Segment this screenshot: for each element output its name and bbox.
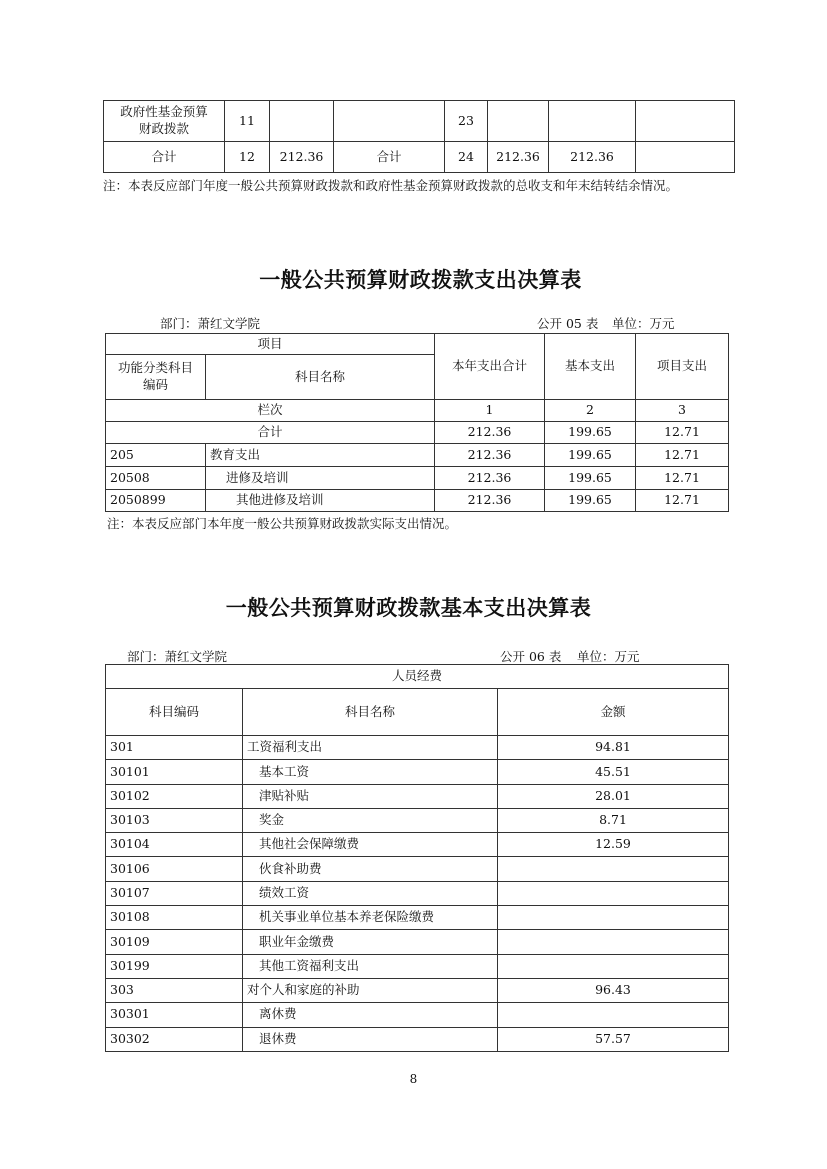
table-row [104, 142, 735, 173]
table-header-row [106, 334, 729, 355]
cell-label: 合计 [334, 142, 445, 173]
row-amount [498, 906, 729, 930]
table06 [105, 664, 729, 1052]
total-project: 12.71 [636, 422, 729, 444]
table-row [106, 1027, 729, 1051]
cell-value [549, 101, 636, 142]
row-name: 机关事业单位基本养老保险缴费 [243, 906, 498, 930]
table06-title: 一般公共预算财政拨款基本支出决算表 [225, 595, 592, 620]
row-name: 离休费 [243, 1003, 498, 1027]
row-code: 30301 [106, 1003, 243, 1027]
row-amount [498, 930, 729, 954]
table06-unit: 单位：万元 [577, 649, 640, 664]
table05-dept: 部门：萧红文学院 [160, 316, 261, 331]
row-total: 212.36 [435, 444, 545, 467]
cell-value: 212.36 [270, 142, 334, 173]
table06-dept: 部门：萧红文学院 [127, 649, 228, 664]
col-no: 1 [435, 400, 545, 422]
row-name: 其他社会保障缴费 [243, 833, 498, 857]
table-row [106, 930, 729, 954]
row-name: 津贴补贴 [243, 784, 498, 808]
row-name: 进修及培训 [206, 467, 435, 490]
row-amount: 57.57 [498, 1027, 729, 1051]
header-group: 人员经费 [106, 665, 729, 689]
table-row [106, 833, 729, 857]
row-name: 退休费 [243, 1027, 498, 1051]
row-label: 合计 [104, 142, 225, 173]
table05-title: 一般公共预算财政拨款支出决算表 [259, 267, 582, 292]
row-name: 其他工资福利支出 [243, 954, 498, 978]
row-number: 23 [445, 101, 488, 142]
header-name: 科目名称 [243, 689, 498, 736]
row-number: 11 [225, 101, 270, 142]
row-code: 30109 [106, 930, 243, 954]
row-code: 30107 [106, 881, 243, 905]
row-code: 20508 [106, 467, 206, 490]
table-row [106, 857, 729, 881]
row-amount [498, 954, 729, 978]
row-code: 2050899 [106, 490, 206, 512]
cell-value [636, 142, 735, 173]
row-project: 12.71 [636, 490, 729, 512]
total-label: 合计 [106, 422, 435, 444]
cell-value [636, 101, 735, 142]
table05-title-wrap [0, 264, 827, 294]
row-code: 30102 [106, 784, 243, 808]
row-label: 政府性基金预算财政拨款 [104, 101, 225, 142]
table-row [106, 954, 729, 978]
row-code: 205 [106, 444, 206, 467]
row-name: 奖金 [243, 808, 498, 832]
table05-table-no: 公开 05 表 [537, 316, 599, 331]
table-row [104, 101, 735, 142]
row-total: 212.36 [435, 490, 545, 512]
table05-note: 注：本表反应部门本年度一般公共预算财政拨款实际支出情况。 [107, 516, 458, 531]
row-code: 30199 [106, 954, 243, 978]
table-row [106, 444, 729, 467]
row-number: 24 [445, 142, 488, 173]
table-row [106, 760, 729, 784]
table-row [106, 467, 729, 490]
total-amount: 212.36 [435, 422, 545, 444]
row-project: 12.71 [636, 444, 729, 467]
row-code: 303 [106, 978, 243, 1002]
row-amount [498, 881, 729, 905]
row-name: 对个人和家庭的补助 [243, 978, 498, 1002]
row-name: 职业年金缴费 [243, 930, 498, 954]
row-amount: 28.01 [498, 784, 729, 808]
row-name: 伙食补助费 [243, 857, 498, 881]
header-code: 科目编码 [106, 689, 243, 736]
row-amount [498, 1003, 729, 1027]
table-header-row [106, 665, 729, 689]
col-no-label: 栏次 [106, 400, 435, 422]
table05 [105, 333, 729, 512]
row-name: 基本工资 [243, 760, 498, 784]
row-code: 30302 [106, 1027, 243, 1051]
table-row [106, 490, 729, 512]
row-basic: 199.65 [545, 444, 636, 467]
cell-value: 212.36 [549, 142, 636, 173]
row-code: 301 [106, 736, 243, 760]
row-code: 30106 [106, 857, 243, 881]
table-row [106, 1003, 729, 1027]
row-amount: 96.43 [498, 978, 729, 1002]
header-item: 项目 [106, 334, 435, 355]
row-code: 30104 [106, 833, 243, 857]
table-row-total [106, 422, 729, 444]
cell-value [488, 101, 549, 142]
row-name: 工资福利支出 [243, 736, 498, 760]
row-amount: 8.71 [498, 808, 729, 832]
table-row [106, 906, 729, 930]
row-name: 绩效工资 [243, 881, 498, 905]
total-basic: 199.65 [545, 422, 636, 444]
row-code: 30103 [106, 808, 243, 832]
table-row [106, 736, 729, 760]
col-no: 2 [545, 400, 636, 422]
cell-value: 212.36 [488, 142, 549, 173]
row-project: 12.71 [636, 467, 729, 490]
table-row [106, 808, 729, 832]
row-number: 12 [225, 142, 270, 173]
cell-label [334, 101, 445, 142]
top-summary-table [103, 100, 735, 173]
page-number: 8 [409, 1072, 418, 1086]
row-basic: 199.65 [545, 467, 636, 490]
row-basic: 199.65 [545, 490, 636, 512]
row-name: 其他进修及培训 [206, 490, 435, 512]
table06-title-wrap [0, 592, 827, 622]
row-code: 30101 [106, 760, 243, 784]
row-total: 212.36 [435, 467, 545, 490]
table-row [106, 881, 729, 905]
header-amount: 金额 [498, 689, 729, 736]
col-no: 3 [636, 400, 729, 422]
cell-value [270, 101, 334, 142]
table06-table-no: 公开 06 表 [500, 649, 562, 664]
table-row [106, 978, 729, 1002]
row-name: 教育支出 [206, 444, 435, 467]
row-amount: 94.81 [498, 736, 729, 760]
table-row [106, 784, 729, 808]
table-row [106, 400, 729, 422]
row-code: 30108 [106, 906, 243, 930]
table05-unit: 单位：万元 [612, 316, 675, 331]
header-total: 本年支出合计 [435, 334, 545, 400]
header-basic: 基本支出 [545, 334, 636, 400]
row-amount: 45.51 [498, 760, 729, 784]
row-amount [498, 857, 729, 881]
row-amount: 12.59 [498, 833, 729, 857]
header-name: 科目名称 [206, 355, 435, 400]
table-header-row [106, 689, 729, 736]
header-code: 功能分类科目编码 [106, 355, 206, 400]
header-project: 项目支出 [636, 334, 729, 400]
top-table-note: 注：本表反应部门年度一般公共预算财政拨款和政府性基金预算财政拨款的总收支和年末结转结余情况。 [103, 178, 679, 193]
